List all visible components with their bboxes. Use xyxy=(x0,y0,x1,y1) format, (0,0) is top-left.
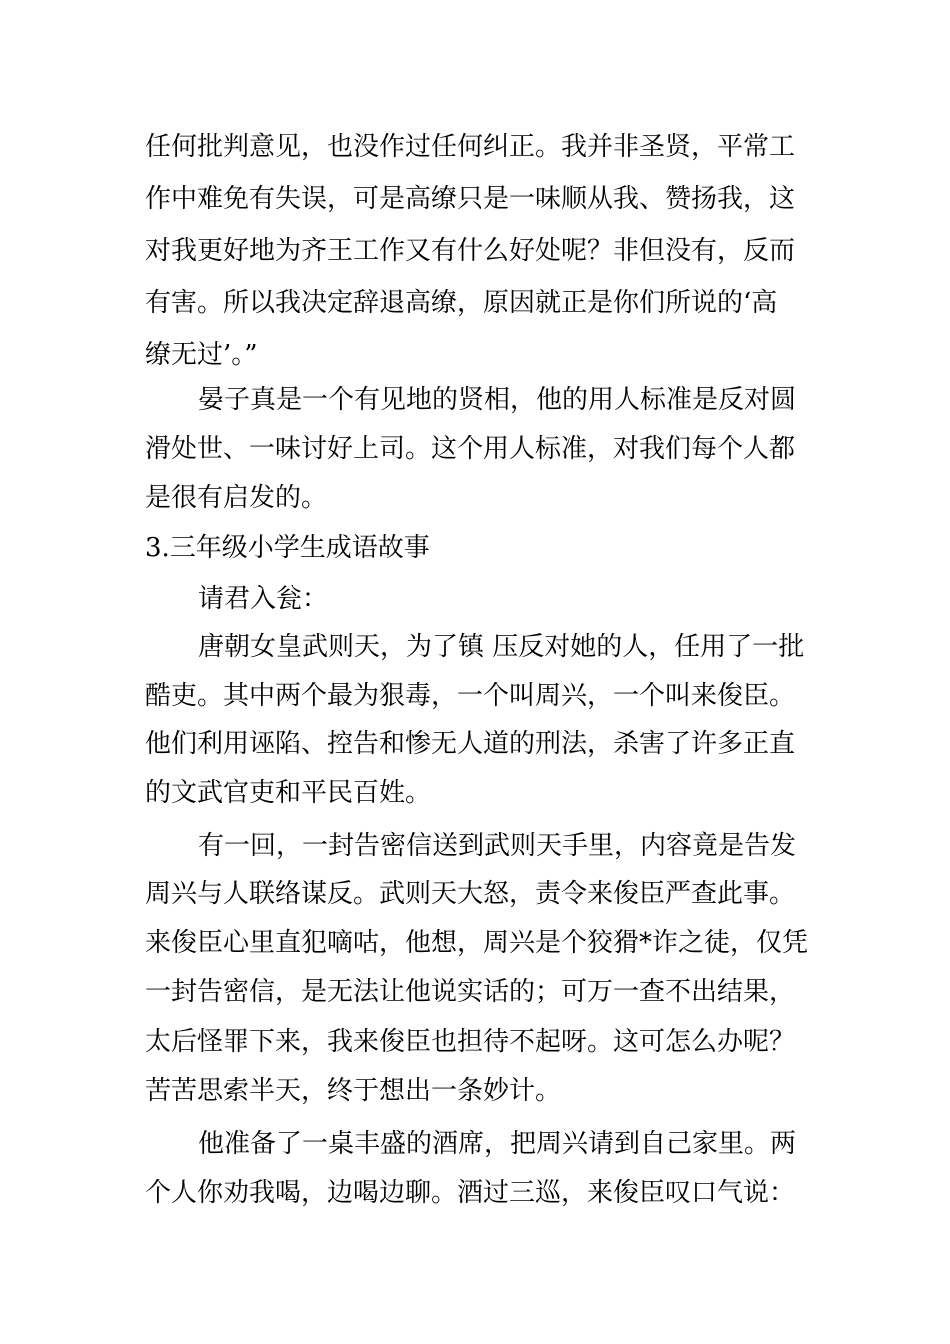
text-line: 苦苦思索半天，终于想出一条妙计。 xyxy=(145,1076,562,1106)
text-line: 对我更好地为齐王工作又有什么好处呢？非但没有，反而 xyxy=(145,236,796,266)
text-line: 作中难免有失误，可是高缭只是一味顺从我、赞扬我，这 xyxy=(145,184,796,214)
text-line: 缭无过’。” xyxy=(145,340,258,370)
paragraph-first-line: 有一回，一封告密信送到武则天手里，内容竟是告发 xyxy=(198,831,797,861)
text-line: 的文武官吏和平民百姓。 xyxy=(145,778,432,808)
paragraph-first-line: 他准备了一桌丰盛的酒席，把周兴请到自己家里。两 xyxy=(198,1129,797,1159)
section-heading: 3.三年级小学生成语故事 xyxy=(145,533,430,563)
text-line: 一封告密信，是无法让他说实话的；可万一查不出结果， xyxy=(145,977,796,1007)
text-line: 太后怪罪下来，我来俊臣也担待不起呀。这可怎么办呢？ xyxy=(145,1027,796,1057)
paragraph-first-line: 唐朝女皇武则天，为了镇 压反对她的人，任用了一批 xyxy=(198,632,805,662)
text-line: 他们利用诬陷、控告和惨无人道的刑法，杀害了许多正直 xyxy=(145,729,796,759)
story-title: 请君入瓮： xyxy=(198,584,329,614)
text-line: 来俊臣心里直犯嘀咕，他想，周兴是个狡猾*诈之徒，仅凭 xyxy=(145,928,809,958)
text-line: 任何批判意见，也没作过任何纠正。我并非圣贤，平常工 xyxy=(145,132,796,162)
text-line: 是很有启发的。 xyxy=(145,483,328,513)
text-line: 酷吏。其中两个最为狠毒，一个叫周兴，一个叫来俊臣。 xyxy=(145,681,796,711)
text-line: 滑处世、一味讨好上司。这个用人标准，对我们每个人都 xyxy=(145,434,796,464)
text-line: 有害。所以我决定辞退高缭，原因就正是你们所说的‘高 xyxy=(145,288,778,318)
paragraph-first-line: 晏子真是一个有见地的贤相，他的用人标准是反对圆 xyxy=(198,385,797,415)
text-line: 周兴与人联络谋反。武则天大怒，责令来俊臣严查此事。 xyxy=(145,879,796,909)
text-line: 个人你劝我喝，边喝边聊。酒过三巡，来俊臣叹口气说： xyxy=(145,1178,796,1208)
